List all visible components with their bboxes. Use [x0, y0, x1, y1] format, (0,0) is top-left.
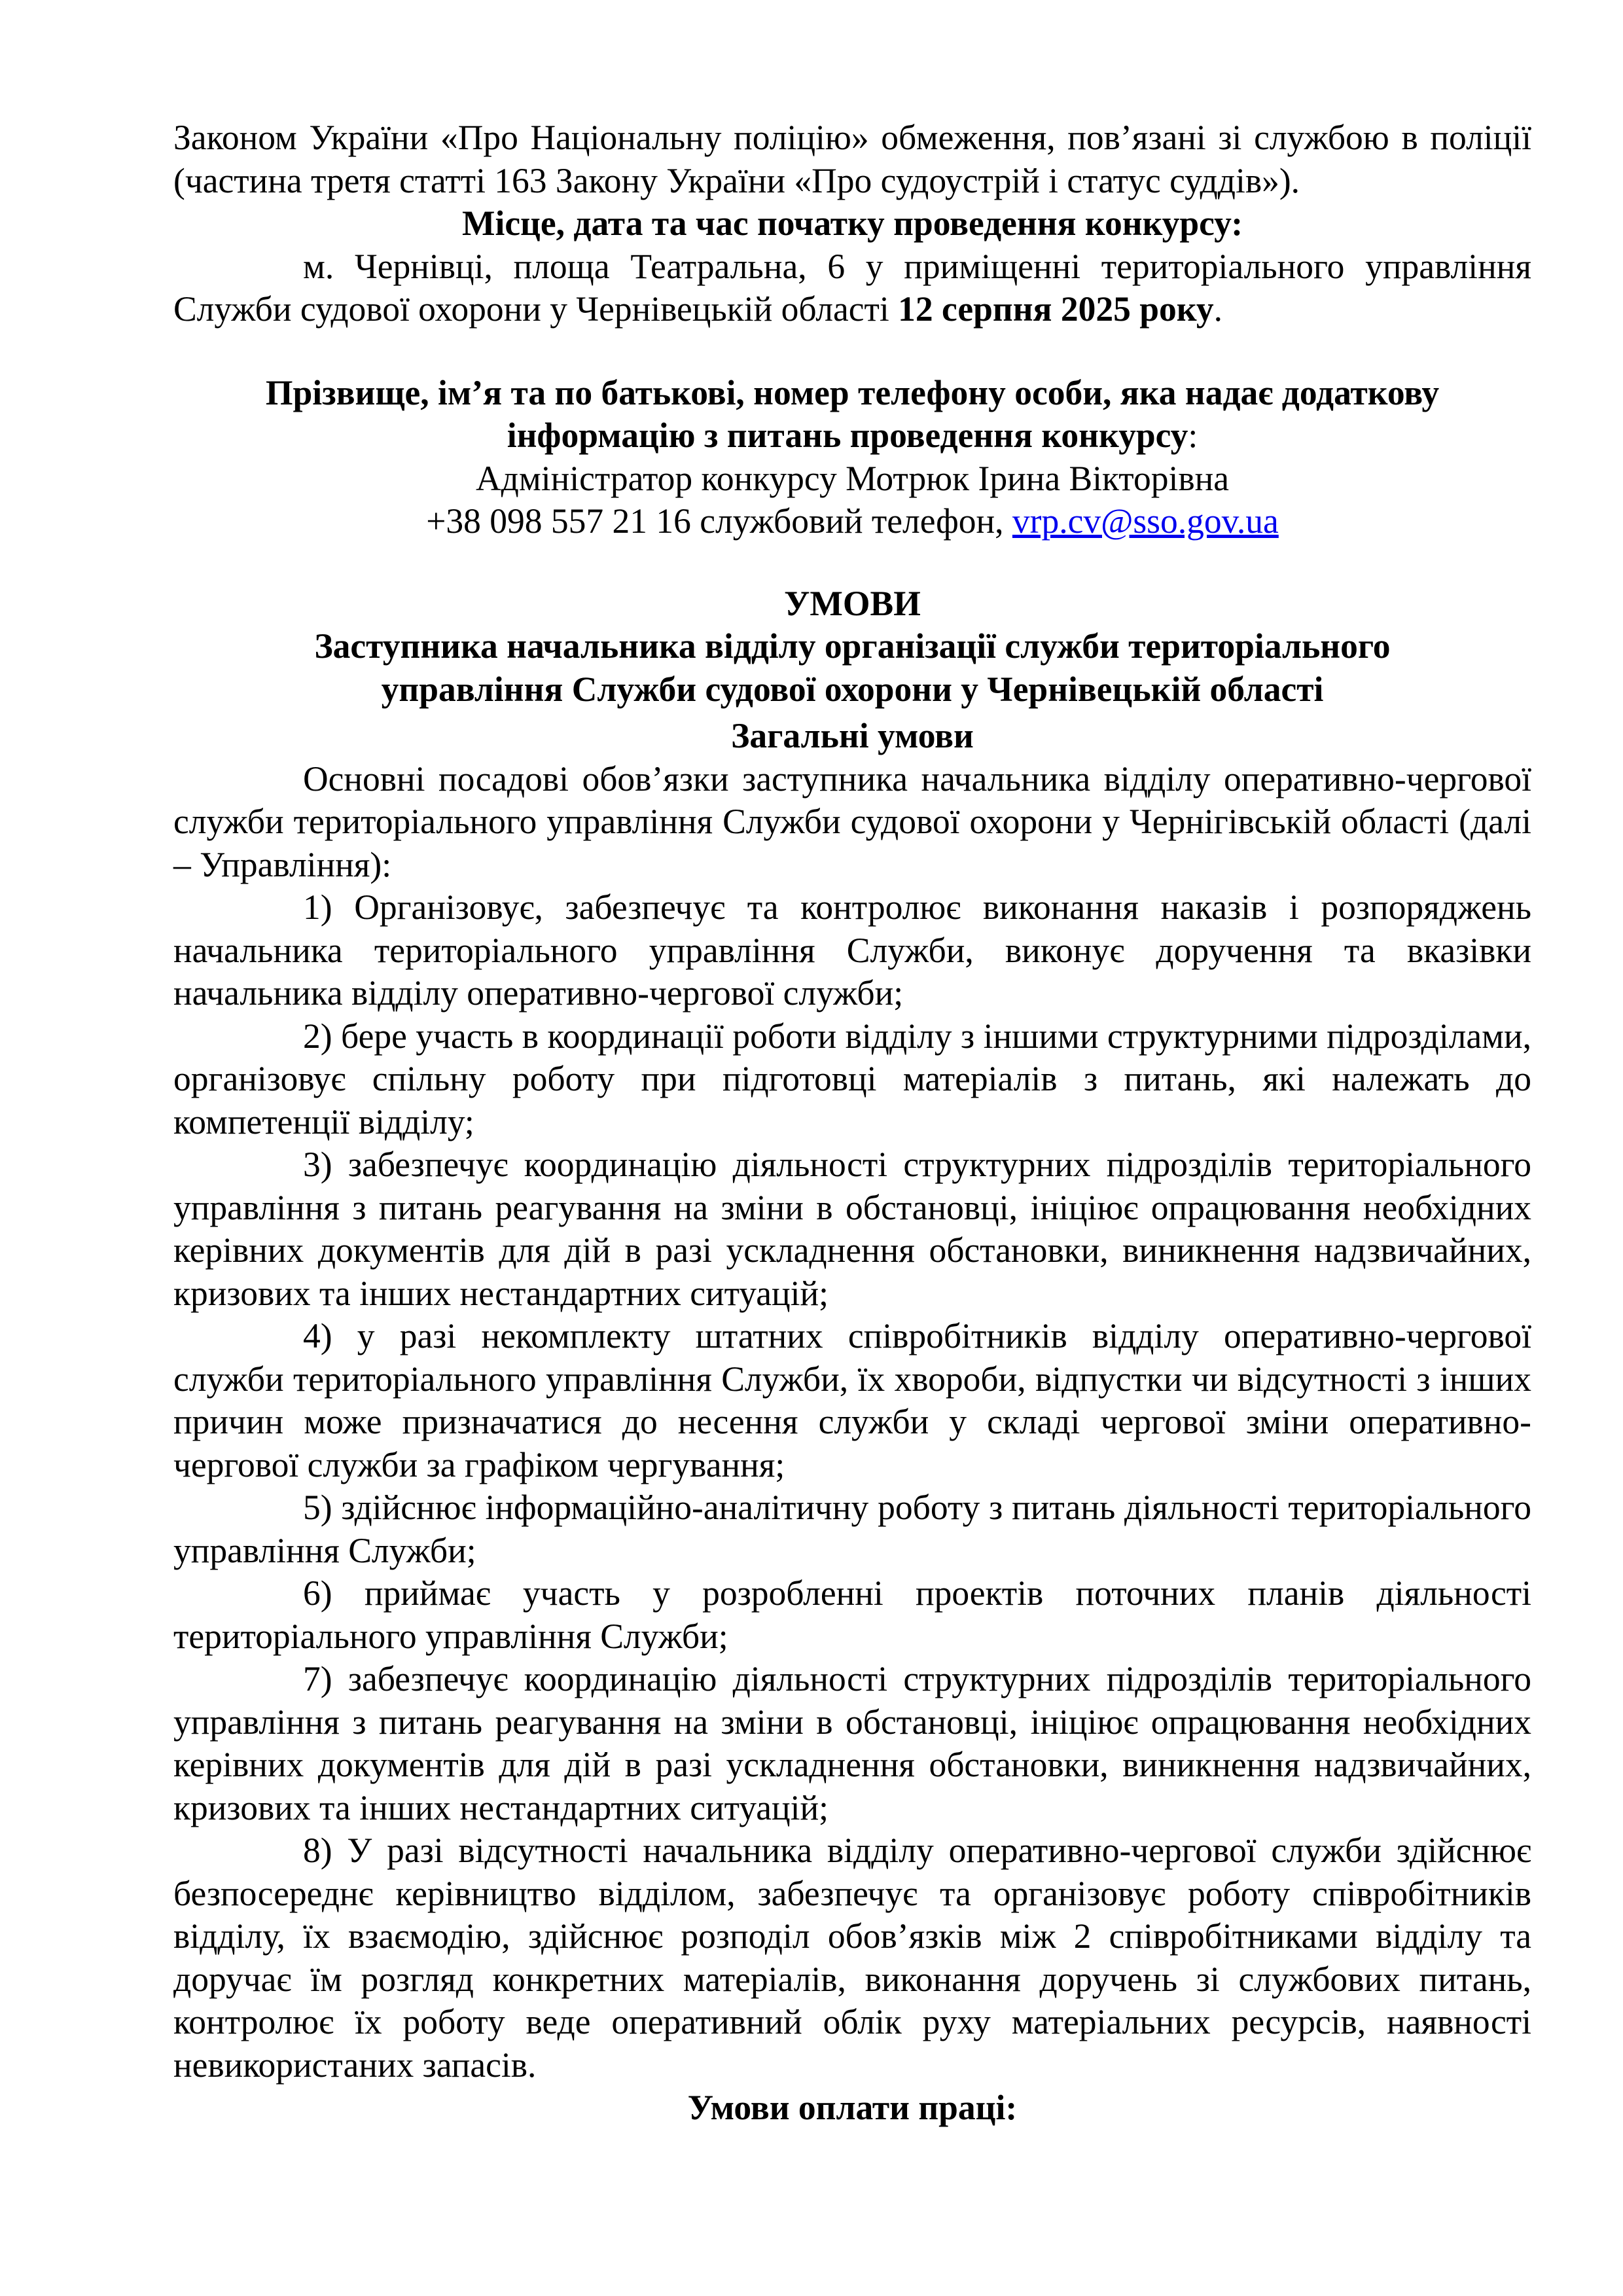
contact-heading-text: Прізвище, ім’я та по батькові, номер телефону особи, яка надає додаткову інформацію з питань проведення конкурсу [265, 372, 1440, 455]
contact-email-link[interactable]: vrp.cv@sso.gov.ua [1012, 501, 1279, 541]
conditions-title: УМОВИ [784, 583, 921, 623]
contact-heading [173, 372, 1531, 457]
duty-item: 6) приймає участь у розробленні проектів поточних планів діяльності територіального управління Служби; [173, 1573, 1531, 1656]
duty-item: 2) бере участь в координації роботи відділу з іншими структурними підрозділами, організовує спільну роботу при підготовці матеріалів з питань, які належать до компетенції відділу; [173, 1016, 1531, 1141]
pay-heading: Умови оплати праці: [687, 2088, 1018, 2127]
contact-admin: Адміністратор конкурсу Мотрюк Ірина Вікторівна [476, 458, 1229, 498]
place-text-end: . [1213, 289, 1222, 329]
place-paragraph [173, 245, 1531, 331]
conditions-subtitle-line1: Заступника начальника відділу організації служби територіального [314, 626, 1391, 666]
place-date: 12 серпня 2025 року [898, 289, 1214, 329]
spacer [173, 331, 1531, 372]
spacer [173, 543, 1531, 583]
contact-heading-colon: : [1188, 416, 1198, 455]
conditions-subtitle-line2: управління Служби судової охорони у Чернівецькій області [381, 669, 1324, 709]
contact-phone-line [173, 500, 1531, 543]
duty-item: 1) Організовує, забезпечує та контролює виконання наказів і розпоряджень начальника територіального управління Служби, виконує доручення та вказівки начальника відділу оперативно-чергової служби; [173, 888, 1531, 1013]
duty-item: 7) забезпечує координацію діяльності структурних підрозділів територіального управління з питань реагування на зміни в обстановці, ініціює опрацювання необхідних керівних документів для дій в разі ускладнення обстановки, виникнення надзвичайних, кризових та інших нестандартних ситуацій; [173, 1659, 1531, 1827]
duty-item: 3) забезпечує координацію діяльності структурних підрозділів територіального управління з питань реагування на зміни в обстановці, ініціює опрацювання необхідних керівних документів для дій в разі ускладнення обстановки, виникнення надзвичайних, кризових та інших нестандартних ситуацій; [173, 1145, 1531, 1313]
document-page [173, 117, 1531, 2130]
place-heading: Місце, дата та час початку проведення конкурсу: [461, 204, 1243, 243]
duty-item: 4) у разі некомплекту штатних співробітників відділу оперативно-чергової служби територіального управління Служби, їх хвороби, відпустки чи відсутності з інших причин може призначатися до несення служби у складі чергової зміни оперативно-чергової служби за графіком чергування; [173, 1316, 1531, 1484]
general-heading: Загальні умови [731, 716, 974, 755]
duty-item: 8) У разі відсутності начальника відділу оперативно-чергової служби здійснює безпосереднє керівництво відділом, забезпечує та організовує роботу співробітників відділу, їх взаємодію, здійснює розподіл обов’язків між 2 співробітниками відділу та доручає їм розгляд конкретних матеріалів, виконання доручень зі службових питань, контролює їх роботу веде оперативний облік руху матеріальних ресурсів, наявності невикористаних запасів. [173, 1831, 1531, 2085]
duty-item: 5) здійснює інформаційно-аналітичну роботу з питань діяльності територіального управління Служби; [173, 1488, 1531, 1570]
contact-phone: +38 098 557 21 16 службовий телефон, [426, 501, 1012, 541]
intro-paragraph: Законом України «Про Національну поліцію» обмеження, пов’язані зі службою в поліції (частина третя статті 163 Закону України «Про судоустрій і статус суддів»). [173, 118, 1531, 200]
place-text: м. Чернівці, площа Театральна, 6 у приміщенні територіального управління Служби судової охорони у Чернівецькій області [173, 246, 1531, 329]
general-intro: Основні посадові обов’язки заступника начальника відділу оперативно-чергової служби територіального управління Служби судової охорони у Чернігівській області (далі – Управління): [173, 759, 1531, 884]
